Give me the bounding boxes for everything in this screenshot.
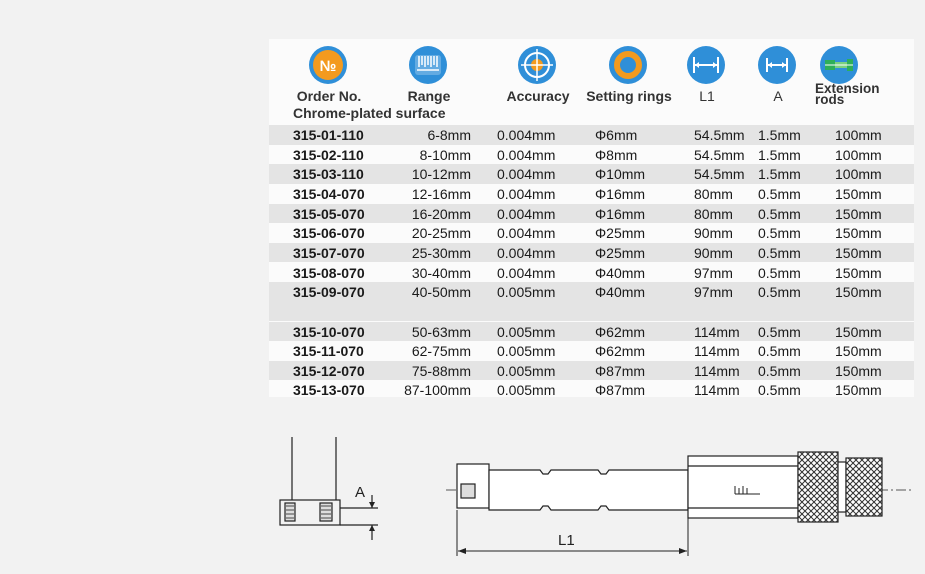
cell-order: 315-02-110 <box>293 146 364 163</box>
extension-label-line2: rods <box>815 92 845 107</box>
cell-range: 62-75mm <box>411 343 471 360</box>
cell-order: 315-10-070 <box>293 323 365 340</box>
cell-l1: 80mm <box>694 205 733 222</box>
cell-a: 1.5mm <box>758 166 801 183</box>
cell-l1: 54.5mm <box>694 166 745 183</box>
cell-a: 1.5mm <box>758 146 801 163</box>
cell-ext: 100mm <box>835 146 882 163</box>
cell-ext: 150mm <box>835 382 882 399</box>
cell-ext: 150mm <box>835 185 882 202</box>
cell-ring: Φ40mm <box>595 264 646 281</box>
cell-a: 0.5mm <box>758 362 801 379</box>
header-label-accuracy: Accuracy <box>506 88 570 104</box>
extension-label-line1: Extension <box>815 81 880 96</box>
header-label-range: Range <box>407 88 451 104</box>
cell-l1: 54.5mm <box>694 146 745 163</box>
cell-l1: 97mm <box>694 284 733 301</box>
header-label-order-no: Order No. <box>296 88 362 104</box>
cell-ring: Φ62mm <box>595 323 646 340</box>
cell-a: 0.5mm <box>758 264 801 281</box>
cell-a: 0.5mm <box>758 382 801 399</box>
cell-order: 315-06-070 <box>293 225 365 242</box>
cell-ring: Φ6mm <box>595 127 638 143</box>
cell-range: 6-8mm <box>427 127 471 143</box>
cell-accuracy: 0.004mm <box>497 264 556 281</box>
cell-accuracy: 0.004mm <box>497 185 556 202</box>
cell-ring: Φ25mm <box>595 244 646 261</box>
cell-ext: 150mm <box>835 225 882 242</box>
cell-a: 0.5mm <box>758 244 801 261</box>
cell-order: 315-08-070 <box>293 264 365 281</box>
cell-accuracy: 0.005mm <box>497 382 556 399</box>
cell-a: 1.5mm <box>758 127 801 143</box>
cell-order: 315-09-070 <box>293 284 365 301</box>
cell-a: 0.5mm <box>758 323 801 340</box>
cell-a: 0.5mm <box>758 205 801 222</box>
cell-range: 40-50mm <box>411 284 471 301</box>
cell-order: 315-04-070 <box>293 185 365 202</box>
cell-ext: 100mm <box>835 127 882 143</box>
cell-ring: Φ25mm <box>595 225 646 242</box>
numero-glyph: № <box>319 58 337 75</box>
cell-ring: Φ62mm <box>595 343 646 360</box>
cell-accuracy: 0.004mm <box>497 166 556 183</box>
cell-a: 0.5mm <box>758 343 801 360</box>
cell-ring: Φ8mm <box>595 146 638 163</box>
cell-accuracy: 0.005mm <box>497 343 556 360</box>
cell-order: 315-13-070 <box>293 382 365 399</box>
cell-ext: 100mm <box>835 166 882 183</box>
cell-a: 0.5mm <box>758 185 801 202</box>
cell-accuracy: 0.004mm <box>497 244 556 261</box>
cell-range: 8-10mm <box>419 146 471 163</box>
header-label-setting-rings: Setting rings <box>586 88 672 104</box>
cell-ring: Φ40mm <box>595 284 646 301</box>
cell-order: 315-07-070 <box>293 244 365 261</box>
cell-a: 0.5mm <box>758 284 801 301</box>
cell-ext: 150mm <box>835 343 882 360</box>
cell-accuracy: 0.005mm <box>497 362 556 379</box>
cell-ext: 150mm <box>835 205 882 222</box>
cell-range: 10-12mm <box>411 166 471 183</box>
cell-ext: 150mm <box>835 323 882 340</box>
cell-l1: 80mm <box>694 185 733 202</box>
cell-l1: 114mm <box>694 382 740 399</box>
cell-range: 25-30mm <box>411 244 471 261</box>
cell-order: 315-12-070 <box>293 362 365 379</box>
dimension-label-l1: L1 <box>558 532 575 549</box>
cell-accuracy: 0.005mm <box>497 284 556 301</box>
cell-l1: 114mm <box>694 343 740 360</box>
cell-accuracy: 0.004mm <box>497 127 556 143</box>
header-label-a: A <box>773 88 783 104</box>
cell-range: 50-63mm <box>411 323 471 340</box>
cell-l1: 114mm <box>694 323 740 340</box>
cell-accuracy: 0.004mm <box>497 205 556 222</box>
cell-order: 315-11-070 <box>293 343 364 360</box>
cell-ring: Φ16mm <box>595 205 646 222</box>
cell-ext: 150mm <box>835 244 882 261</box>
cell-accuracy: 0.004mm <box>497 146 556 163</box>
cell-ring: Φ10mm <box>595 166 646 183</box>
cell-a: 0.5mm <box>758 225 801 242</box>
cell-ext: 150mm <box>835 362 882 379</box>
cell-range: 12-16mm <box>411 185 471 202</box>
cell-range: 75-88mm <box>411 362 471 379</box>
cell-ext: 150mm <box>835 264 882 281</box>
cell-l1: 90mm <box>694 244 733 261</box>
cell-ring: Φ87mm <box>595 382 646 399</box>
cell-accuracy: 0.004mm <box>497 225 556 242</box>
cell-order: 315-05-070 <box>293 205 365 222</box>
dimension-label-a: A <box>355 484 366 501</box>
cell-l1: 114mm <box>694 362 740 379</box>
cell-ring: Φ87mm <box>595 362 646 379</box>
cell-range: 16-20mm <box>411 205 471 222</box>
cell-range: 20-25mm <box>411 225 471 242</box>
cell-order: 315-03-110 <box>293 166 364 183</box>
cell-accuracy: 0.005mm <box>497 323 556 340</box>
cell-range: 30-40mm <box>411 264 471 281</box>
cell-order: 315-01-110 <box>293 127 364 143</box>
cell-l1: 90mm <box>694 225 733 242</box>
cell-ext: 150mm <box>835 284 882 301</box>
header-label-l1: L1 <box>699 88 715 104</box>
cell-ring: Φ16mm <box>595 185 646 202</box>
bore-gauge-drawing <box>446 452 912 522</box>
cell-l1: 97mm <box>694 264 733 281</box>
cell-l1: 54.5mm <box>694 127 745 143</box>
section-title: Chrome-plated surface <box>293 105 446 121</box>
cell-range: 87-100mm <box>404 382 471 399</box>
